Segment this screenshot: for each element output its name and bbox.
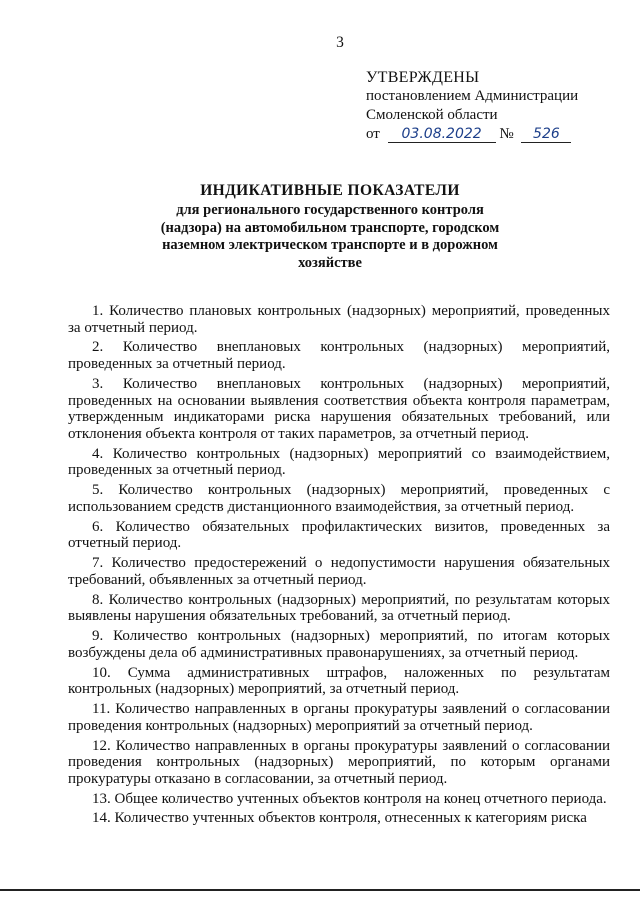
- indicator-item-5: 5. Количество контрольных (надзорных) мероприятий, проведенных с использованием средств дистанционного взаимодействия, за отчетный период.: [68, 482, 610, 515]
- handwritten-date: 03.08.2022: [388, 126, 496, 143]
- indicators-list: [68, 303, 610, 830]
- handwritten-number: 526: [521, 126, 571, 143]
- indicator-item-1: 1. Количество плановых контрольных (надзорных) мероприятий, проведенных за отчетный период.: [68, 303, 610, 336]
- approval-line-1: постановлением Администрации: [366, 88, 579, 104]
- indicator-item-2: 2. Количество внеплановых контрольных (надзорных) мероприятий, проведенных за отчетный период.: [68, 339, 610, 373]
- indicator-item-4: 4. Количество контрольных (надзорных) мероприятий со взаимодействием, проведенных за отчетный период.: [68, 445, 610, 479]
- indicator-item-8: 8. Количество контрольных (надзорных) мероприятий, по результатам которых выявлены нарушения обязательных требований, за отчетный период.: [68, 591, 610, 625]
- indicator-item-14: 14. Количество учтенных объектов контроля, отнесенных к категориям риска: [92, 810, 587, 827]
- indicator-item-13: 13. Общее количество учтенных объектов контроля на конец отчетного периода.: [92, 790, 607, 807]
- approval-line-2: Смоленской области: [366, 107, 498, 123]
- title-main: ИНДИКАТИВНЫЕ ПОКАЗАТЕЛИ: [200, 182, 460, 199]
- indicator-item-11: 11. Количество направленных в органы прокуратуры заявлений о согласовании проведения контрольных (надзорных) мероприятий за отчетный период.: [68, 701, 610, 734]
- indicator-item-6: 6. Количество обязательных профилактических визитов, проведенных за отчетный период.: [68, 518, 610, 552]
- page-number: 3: [336, 34, 344, 51]
- approval-heading: УТВЕРЖДЕНЫ: [366, 69, 480, 86]
- title-line-3: наземном электрическом транспорте и в дорожном: [162, 237, 498, 253]
- title-line-2: (надзора) на автомобильном транспорте, городском: [160, 219, 500, 236]
- indicator-item-3: 3. Количество внеплановых контрольных (надзорных) мероприятий, проведенных на основании выявления соответствия объекта контроля параметрам, утвержденным индикаторами риска нарушения обязательных требований, или отклонения объекта контроля от таких параметров, за отчетный период.: [68, 375, 610, 442]
- approval-block: [366, 68, 578, 144]
- indicator-item-10: 10. Сумма административных штрафов, наложенных по результатам контрольных (надзорных) мероприятий, за отчетный период.: [68, 664, 610, 698]
- document-title: [120, 180, 540, 272]
- indicator-item-7: 7. Количество предостережений о недопустимости нарушения обязательных требований, объявленных за отчетный период.: [68, 555, 610, 588]
- number-prefix: №: [499, 126, 514, 142]
- title-line-1: для регионального государственного контроля: [176, 202, 484, 218]
- bottom-divider: [0, 889, 640, 891]
- date-prefix: от: [366, 126, 380, 142]
- title-line-4: хозяйстве: [298, 254, 362, 271]
- indicator-item-12: 12. Количество направленных в органы прокуратуры заявлений о согласовании проведения контрольных (надзорных) мероприятий, по которым органами прокуратуры отказано в согласовании, за отчетный период.: [68, 737, 610, 787]
- indicator-item-9: 9. Количество контрольных (надзорных) мероприятий, по итогам которых возбуждены дела об административных правонарушениях, за отчетный период.: [68, 628, 610, 661]
- approval-date-line: [366, 125, 578, 144]
